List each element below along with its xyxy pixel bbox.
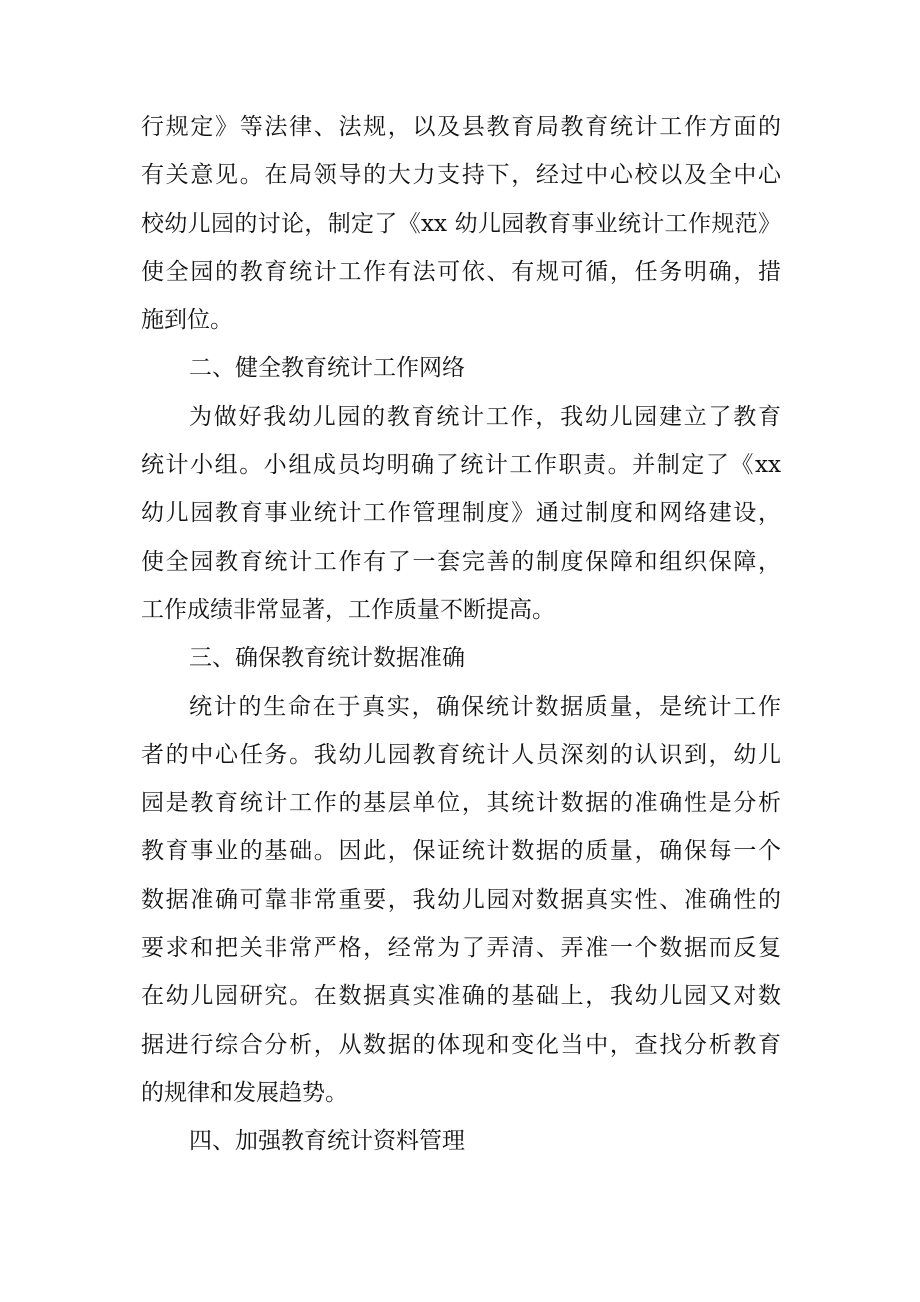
text-line: 有关意见。在局领导的大力支持下，经过中心校以及全中心 (141, 162, 781, 189)
section-heading (141, 634, 781, 682)
section-heading (141, 1117, 781, 1165)
text-line: 施到位。 (141, 307, 233, 334)
body-paragraph (141, 393, 781, 634)
text-line: 园是教育统计工作的基层单位，其统计数据的准确性是分析 (141, 790, 781, 817)
heading-text: 二、健全教育统计工作网络 (189, 355, 465, 382)
text-line: 校幼儿园的讨论，制定了《xx 幼儿园教育事业统计工作规范》 (141, 210, 781, 237)
text-line: 在幼儿园研究。在数据真实准确的基础上，我幼儿园又对数 (141, 983, 781, 1010)
text-line: 教育事业的基础。因此，保证统计数据的质量，确保每一个 (141, 838, 781, 865)
body-paragraph (141, 103, 781, 344)
body-paragraph (141, 683, 781, 1118)
text-line: 工作成绩非常显著，工作质量不断提高。 (141, 596, 555, 623)
text-line: 据进行综合分析，从数据的体现和变化当中，查找分析教育 (141, 1031, 781, 1058)
text-line: 使全园教育统计工作有了一套完善的制度保障和组织保障， (141, 548, 781, 575)
text-line: 的规律和发展趋势。 (141, 1079, 348, 1106)
text-line: 为做好我幼儿园的教育统计工作，我幼儿园建立了教育 (189, 403, 781, 430)
heading-text: 三、确保教育统计数据准确 (189, 645, 465, 672)
text-line: 行规定》等法律、法规，以及县教育局教育统计工作方面的 (141, 114, 781, 140)
text-line: 要求和把关非常严格，经常为了弄清、弄准一个数据而反复 (141, 935, 781, 962)
document-body (141, 103, 781, 1166)
text-line: 使全园的教育统计工作有法可依、有规可循，任务明确，措 (141, 258, 781, 285)
text-line: 统计的生命在于真实，确保统计数据质量，是统计工作 (189, 693, 781, 720)
text-line: 者的中心任务。我幼儿园教育统计人员深刻的认识到，幼儿 (141, 741, 781, 768)
heading-text: 四、加强教育统计资料管理 (189, 1128, 465, 1155)
text-line: 统计小组。小组成员均明确了统计工作职责。并制定了《xx (141, 452, 781, 479)
text-line: 幼儿园教育事业统计工作管理制度》通过制度和网络建设， (141, 500, 781, 527)
section-heading (141, 344, 781, 392)
text-line: 数据准确可靠非常重要，我幼儿园对数据真实性、准确性的 (141, 886, 781, 913)
